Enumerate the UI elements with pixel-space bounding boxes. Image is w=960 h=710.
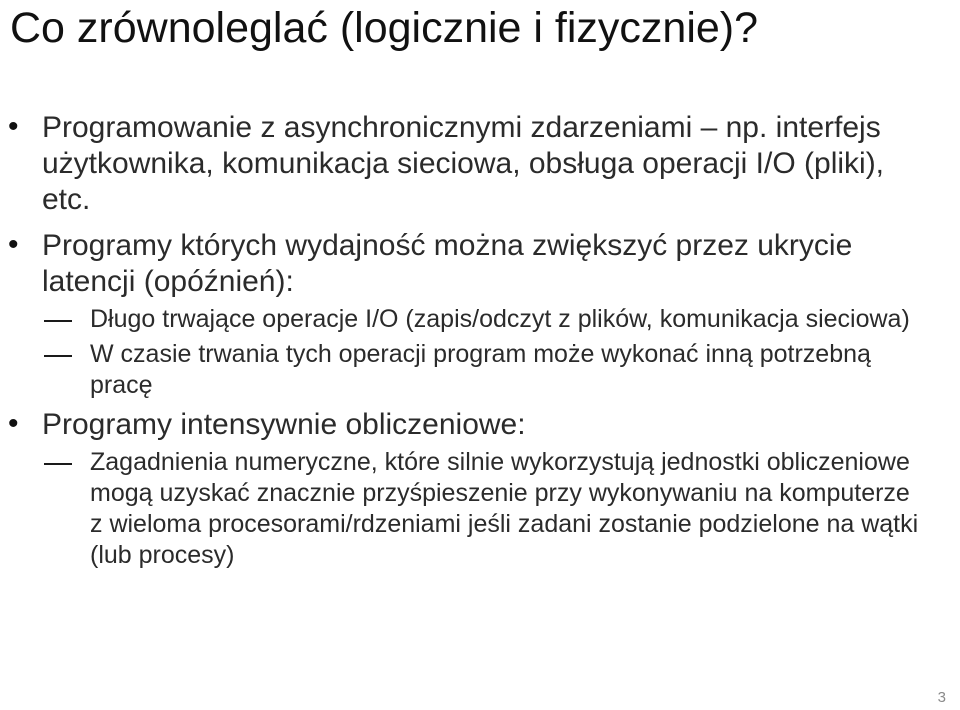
slide-content (0, 110, 960, 571)
sub-list (0, 304, 960, 401)
bullet-icon: • (8, 407, 19, 440)
bullet-icon: • (8, 228, 19, 261)
sub-bullet-item (0, 304, 920, 335)
dash-icon (44, 463, 72, 465)
bullet-item (0, 407, 922, 443)
sub-bullet-text: W czasie trwania tych operacji program może wykonać inną potrzebną pracę (90, 340, 871, 399)
dash-icon (44, 320, 72, 322)
sub-bullet-text: Zagadnienia numeryczne, które silnie wykorzystują jednostki obliczeniowe mogą uzyskać znacznie przyśpieszenie przy wykonywaniu na komputerze z wieloma procesorami/rdzeniami jeśli zadani zostanie podzielone na wątki (lub procesy) (90, 448, 919, 569)
sub-bullet-text: Długo trwające operacje I/O (zapis/odczyt z plików, komunikacja sieciowa) (90, 305, 910, 333)
bullet-icon: • (8, 110, 19, 143)
page-number: 3 (937, 689, 946, 706)
sub-bullet-item (0, 339, 920, 401)
bullet-text: Programowanie z asynchronicznymi zdarzeniami – np. interfejs użytkownika, komunikacja sieciowa, obsługa operacji I/O (pliki), etc. (42, 111, 885, 216)
slide-title: Co zrównoleglać (logicznie i fizycznie)? (10, 4, 759, 52)
dash-icon (44, 355, 72, 357)
bullet-text: Programy których wydajność można zwiększyć przez ukrycie latencji (opóźnień): (42, 229, 853, 298)
sub-bullet-item (0, 447, 920, 571)
bullet-item (0, 228, 922, 300)
bullet-text: Programy intensywnie obliczeniowe: (42, 408, 526, 441)
sub-list (0, 447, 960, 571)
bullet-item (0, 110, 922, 218)
